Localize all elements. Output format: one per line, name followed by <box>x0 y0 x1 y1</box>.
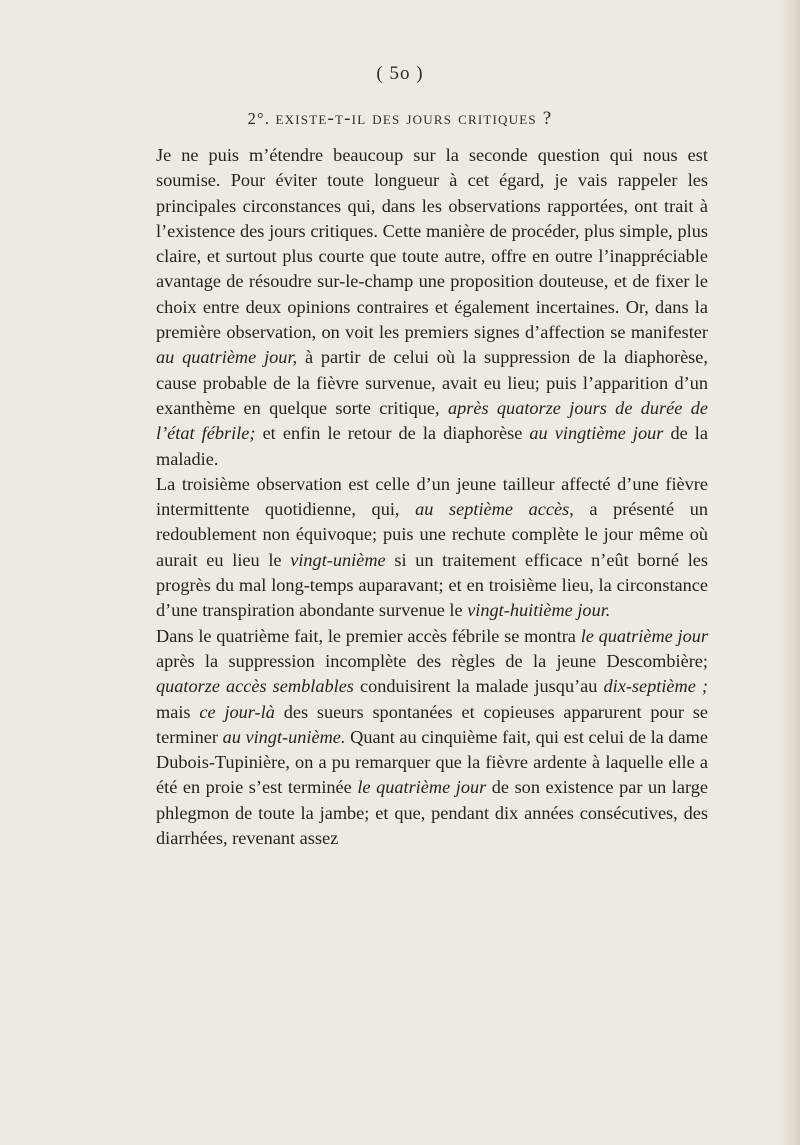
body-text <box>138 143 708 851</box>
text-run: et enfin le retour de la diaphorèse <box>255 423 530 444</box>
italic-phrase: au septième accès, <box>415 499 574 520</box>
italic-phrase: ce jour-là <box>199 701 275 722</box>
text-run: des sueurs spontanées et copieuses apparurent pour se terminer <box>156 701 708 747</box>
text-run: de la maladie. <box>156 423 709 469</box>
text-run: Quant au cinquième fait, qui est celui de la dame Dubois-Tupinière, on a pu remarquer que la fièvre ardente à laquelle elle a été en proie s’est terminée <box>156 726 708 798</box>
section-heading <box>0 108 800 130</box>
text-run: si un traitement efficace n’eût borné les progrès du mal long-temps auparavant; et en troisième lieu, la circonstance d’une transpiration abondante survenue le <box>156 549 709 621</box>
italic-phrase: au vingtième jour <box>529 423 664 444</box>
text-run: Je ne puis m’étendre beaucoup sur la seconde question qui nous est soumise. Pour éviter toute longueur à cet égard, je vais rappeler les principales circonstances qui, dans les observations rapportées, ont trait à l’existence des jours critiques. Cette manière de procéder, plus simple, plus claire, et surtout plus courte que toute autre, offre en outre l’inappréciable avantage de résoudre sur-le-champ une proposition douteuse, et de fixer le choix entre deux opinions contraires et également incertaines. Or, dans la première observation, on voit les premiers signes d’affection se manifester <box>156 145 708 343</box>
italic-phrase: dix-septième ; <box>603 676 709 697</box>
text-run: Dans le quatrième fait, le premier accès fébrile se montra <box>156 625 581 646</box>
paragraph-2 <box>138 472 708 624</box>
text-run: après la suppression incomplète des règles de la jeune Descombière; <box>156 650 708 671</box>
paragraph-3 <box>138 624 708 852</box>
italic-phrase: quatorze accès semblables <box>156 676 354 697</box>
italic-phrase: vingt-huitième jour. <box>467 600 611 621</box>
text-run: de son existence par un large phlegmon de toute la jambe; et que, pendant dix années consécutives, des diarrhées, revenant assez <box>156 777 708 849</box>
text-run: conduisirent la malade jusqu’au <box>353 676 604 697</box>
italic-phrase: le quatrième jour <box>580 625 708 646</box>
page-number: ( 5o ) <box>376 63 424 84</box>
italic-phrase: au quatrième jour, <box>156 347 298 368</box>
italic-phrase: le quatrième jour <box>357 777 487 798</box>
heading-number: 2°. <box>247 109 271 128</box>
page-edge-shadow <box>778 0 800 1145</box>
italic-phrase: au vingt-unième. <box>222 726 346 747</box>
text-run: mais <box>156 701 200 722</box>
heading-title: existe-t-il des jours critiques ? <box>275 108 553 129</box>
text-run: à partir de celui où la suppression de la diaphorèse, cause probable de la fièvre survenue, avait eu lieu; puis l’apparition d’un exanthème en quelque sorte critique, <box>156 347 708 418</box>
italic-phrase: après quatorze jours de durée de l’état fébrile; <box>156 397 708 444</box>
text-run: La troisième observation est celle d’un jeune tailleur affecté d’une fièvre intermittente quotidienne, qui, <box>156 473 708 520</box>
text-run: a présenté un redoublement non équivoque; puis une rechute complète le jour même où aurait eu lieu le <box>156 499 708 570</box>
italic-phrase: vingt-unième <box>290 549 386 570</box>
paragraph-1 <box>138 143 708 472</box>
